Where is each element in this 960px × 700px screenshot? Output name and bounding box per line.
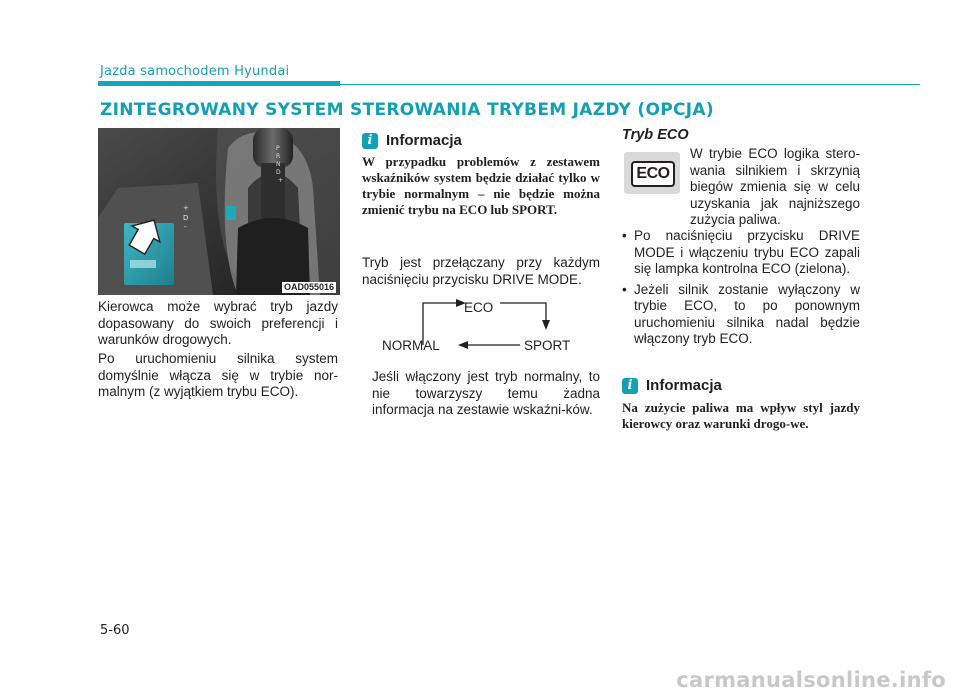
arrow-eco-to-sport: [500, 303, 546, 320]
info-header-2: [622, 377, 722, 394]
diagram-label-sport: SPORT: [524, 338, 571, 353]
header-rule: [340, 84, 920, 85]
svg-text:+: +: [278, 177, 284, 184]
fuel-info-note: Na zużycie paliwa ma wpływ styl jazdy kierowcy oraz warunki drogo-we.: [622, 400, 860, 431]
info-icon: i: [362, 133, 378, 149]
watermark: carmanualsonline.info: [676, 668, 946, 692]
svg-text:P: P: [276, 145, 280, 152]
svg-text:D: D: [183, 214, 189, 222]
info-note: W przypadku problemów z zestawem wskaźników system będzie działać tylko w trybie normalnym – nie będzie można zmienić trybu na ECO lub SPORT.: [362, 154, 600, 217]
eco-indicator-icon: [624, 152, 680, 194]
svg-text:N: N: [276, 161, 281, 168]
diagram-label-eco: ECO: [464, 300, 494, 315]
gear-console-illustration: [98, 128, 340, 295]
eco-badge-text: ECO: [631, 161, 675, 187]
normal-mode-paragraph: Jeśli włączony jest tryb normalny, to nie towarzyszy temu żadna informacja na zestawie wskaźni-ków.: [372, 369, 600, 417]
eco-description: W trybie ECO logika stero-wania silnikiem i skrzynią biegów zmienia się w celu uzyskania jak najniższego zużycia paliwa.: [690, 146, 860, 227]
mode-cycle-diagram: [360, 290, 600, 365]
info-icon: i: [622, 378, 638, 394]
svg-text:-: -: [184, 223, 187, 231]
info-label-2: Informacja: [646, 377, 722, 394]
photo-caption: OAD055016: [283, 282, 334, 292]
drive-mode-photo: [98, 128, 340, 295]
default-mode-paragraph: Po uruchomieniu silnika system domyślnie włącza się w trybie nor-malnym (z wyjątkiem trybu ECO).: [98, 351, 338, 399]
section-title: ZINTEGROWANY SYSTEM STEROWANIA TRYBEM JAZDY (OPCJA): [100, 100, 714, 120]
list-item: • Po naciśnięciu przycisku DRIVE MODE i włączeniu trybu ECO zapali się lampka kontrolna ECO (zielona).: [622, 228, 860, 278]
intro-paragraph: Kierowca może wybrać tryb jazdy dopasowany do swoich preferencji i warunków drogowych.: [98, 299, 338, 347]
arrow-icon: [542, 320, 550, 330]
info-header: [362, 132, 462, 149]
page-number: 5-60: [100, 623, 130, 638]
svg-text:D: D: [276, 169, 281, 176]
diagram-label-normal: NORMAL: [382, 338, 440, 353]
mode-switch-paragraph: Tryb jest przełączany przy każdym naciśnięciu przycisku DRIVE MODE.: [362, 255, 600, 287]
header-accent-bar: [98, 81, 340, 86]
svg-text:+: +: [183, 204, 189, 212]
list-item: • Jeżeli silnik zostanie wyłączony w trybie ECO, to po ponownym uruchomieniu silnika nadal będzie włączony tryb ECO.: [622, 282, 860, 348]
eco-subtitle: Tryb ECO: [622, 127, 689, 143]
chapter-title: Jazda samochodem Hyundai: [100, 64, 290, 79]
svg-text:R: R: [276, 153, 281, 160]
info-label: Informacja: [386, 132, 462, 149]
eco-bullet-list: [622, 228, 860, 352]
arrow-icon: [458, 341, 468, 349]
